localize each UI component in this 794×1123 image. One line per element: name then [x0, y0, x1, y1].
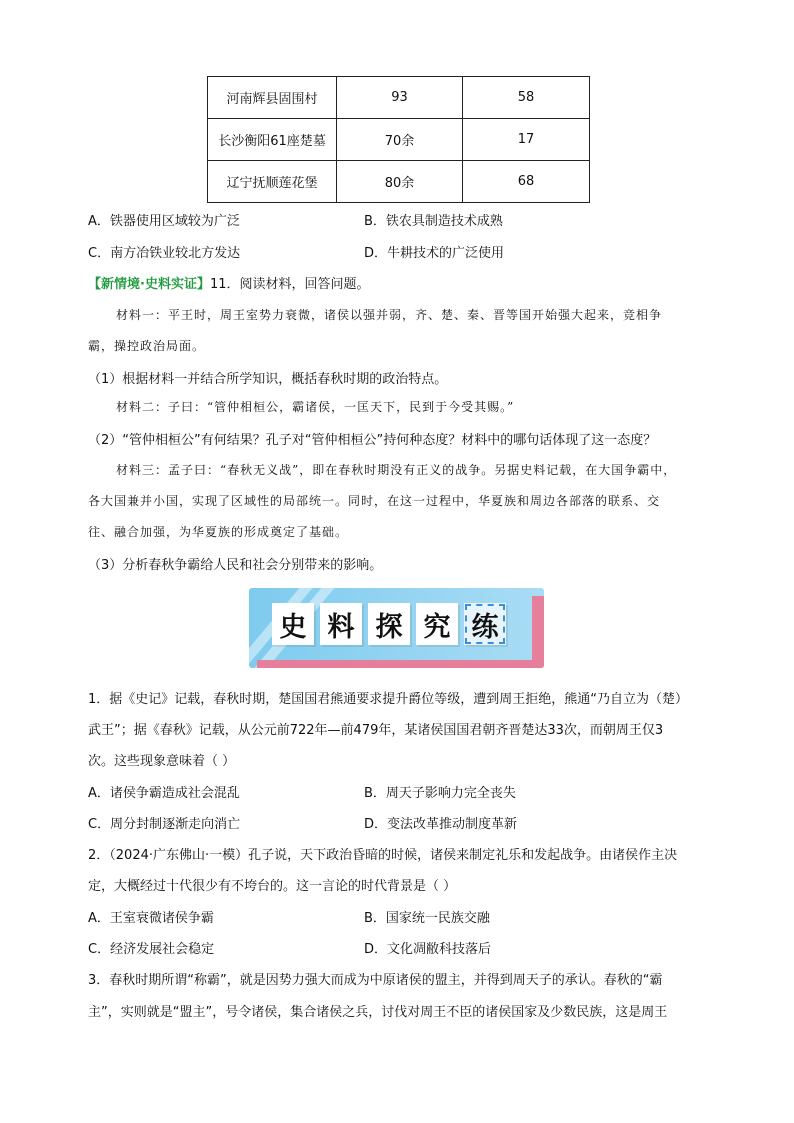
- table-cell: 93: [337, 77, 463, 119]
- banner-char: 练: [464, 603, 506, 645]
- option-b: B．国家统一民族交融: [364, 911, 490, 926]
- table-cell: 58: [463, 77, 590, 119]
- banner-shadow: [257, 660, 544, 668]
- material-3-line-3: 往、融合加强，为华夏族的形成奠定了基础。: [88, 525, 349, 539]
- table-row: [208, 119, 590, 161]
- option-a: A．王室衰微诸侯争霸: [88, 911, 214, 926]
- banner-title: [272, 603, 506, 645]
- table-cell: 17: [463, 119, 590, 161]
- option-d: D．牛耕技术的广泛使用: [364, 246, 505, 261]
- table-cell: 河南辉县固围村: [208, 77, 337, 119]
- option-b: B．周天子影响力完全丧失: [364, 786, 516, 801]
- banner-shadow: [532, 596, 544, 668]
- iron-artifacts-table: [207, 76, 590, 203]
- question-2-line-2: 定，大概经过十代很少有不垮台的。这一言论的时代背景是（ ）: [88, 879, 457, 894]
- question-2-line-1: 2．（2024·广东佛山·一模）孔子说，天下政治昏暗的时候，诸侯来制定礼乐和发起战争。由诸侯作主决: [88, 848, 678, 863]
- material-1-line-2: 霸，操控政治局面。: [88, 339, 206, 353]
- table-cell: 80余: [337, 161, 463, 203]
- banner-char: 探: [368, 603, 410, 645]
- table-row: [208, 161, 590, 203]
- option-a: A．诸侯争霸造成社会混乱: [88, 786, 240, 801]
- table-cell: 68: [463, 161, 590, 203]
- question-stem: 11．阅读材料，回答问题。: [209, 277, 370, 292]
- material-3-line-2: 各大国兼并小国，实现了区域性的局部统一。同时，在这一过程中，华夏族和周边各部落的联系、交: [88, 494, 661, 508]
- question-1-line-1: 1．据《史记》记载，春秋时期，楚国国君熊通要求提升爵位等级，遭到周王拒绝，熊通“乃自立为（楚）: [88, 692, 689, 707]
- banner-char: 史: [272, 603, 314, 645]
- question-1-line-3: 次。这些现象意味着（ ）: [88, 754, 236, 769]
- table-cell: 70余: [337, 119, 463, 161]
- option-b: B．铁农具制造技术成熟: [364, 214, 503, 229]
- option-d: D．变法改革推动制度革新: [364, 817, 518, 832]
- banner-char: 究: [416, 603, 458, 645]
- question-1-line-2: 武王”；据《春秋》记载，从公元前722年—前479年，某诸侯国国君朝齐晋楚达33次，而朝周王仅3: [88, 723, 664, 738]
- question-3-line-2: 主”，实则就是“盟主”，号令诸侯，集合诸侯之兵，讨伐对周王不臣的诸侯国家及少数民族，这是周王: [88, 1005, 668, 1020]
- question-11-heading: [88, 273, 370, 292]
- material-3-line-1: 材料三：孟子曰：“春秋无义战”，即在春秋时期没有正义的战争。另据史料记载，在大国争霸中，: [116, 463, 677, 477]
- table-cell: 长沙衡阳61座楚墓: [208, 119, 337, 161]
- option-c: C．周分封制逐渐走向消亡: [88, 817, 241, 832]
- option-c: C．南方冶铁业较北方发达: [88, 246, 241, 261]
- question-tag: 【新情境·史料实证】: [88, 277, 210, 292]
- sub-question-1: （1）根据材料一并结合所学知识，概括春秋时期的政治特点。: [88, 372, 448, 387]
- material-2: 材料二：子曰：“管仲相桓公，霸诸侯，一匡天下，民到于今受其赐。”: [116, 400, 515, 414]
- sub-question-3: （3）分析春秋争霸给人民和社会分别带来的影响。: [88, 558, 383, 573]
- option-c: C．经济发展社会稳定: [88, 942, 215, 957]
- sub-question-2: （2）“管仲相桓公”有何结果？孔子对“管仲相桓公”持何种态度？材料中的哪句话体现了这一态度？: [88, 433, 657, 448]
- option-d: D．文化凋敝科技落后: [364, 942, 492, 957]
- section-banner: [249, 588, 544, 668]
- material-1-line-1: 材料一：平王时，周王室势力衰微，诸侯以强并弱，齐、楚、秦、晋等国开始强大起来，竞相争: [116, 308, 663, 322]
- table-row: [208, 77, 590, 119]
- table-cell: 辽宁抚顺莲花堡: [208, 161, 337, 203]
- option-a: A．铁器使用区域较为广泛: [88, 214, 240, 229]
- banner-char: 料: [320, 603, 362, 645]
- question-3-line-1: 3．春秋时期所谓“称霸”，就是因势力强大而成为中原诸侯的盟主，并得到周天子的承认。春秋的“霸: [88, 973, 663, 988]
